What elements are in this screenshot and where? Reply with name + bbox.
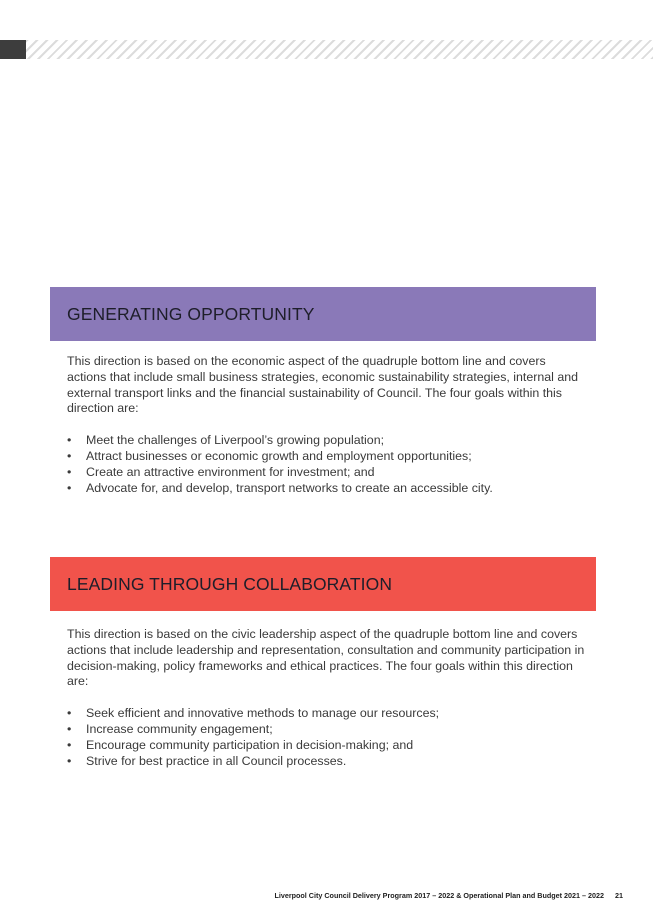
footer-text: Liverpool City Council Delivery Program 2017 – 2022 & Operational Plan and Budget 2021 – 2022 xyxy=(274,891,604,900)
section-paragraph: This direction is based on the economic aspect of the quadruple bottom line and covers actions that include small business strategies, economic sustainability strategies, internal and external transport links and the financial sustainability of Council. The four goals within this direction are: xyxy=(67,354,579,416)
goal-list xyxy=(67,433,587,496)
page-footer xyxy=(274,891,623,900)
section-header xyxy=(50,287,596,341)
top-tab-marker xyxy=(0,40,26,59)
section-body xyxy=(67,627,587,769)
section-paragraph: This direction is based on the civic leadership aspect of the quadruple bottom line and covers actions that include leadership and representation, consultation and community participation in decision-making, policy frameworks and ethical practices. The four goals within this direction are: xyxy=(67,627,585,689)
section-title: LEADING THROUGH COLLABORATION xyxy=(67,573,393,594)
section-body xyxy=(67,354,587,496)
section-header xyxy=(50,557,596,611)
section-title: GENERATING OPPORTUNITY xyxy=(67,303,315,324)
goal-item: • Advocate for, and develop, transport networks to create an accessible city. xyxy=(67,481,587,497)
goal-list xyxy=(67,706,587,769)
goal-item: • Seek efficient and innovative methods to manage our resources; xyxy=(67,706,587,722)
goal-item: • Create an attractive environment for investment; and xyxy=(67,465,587,481)
goal-item: • Increase community engagement; xyxy=(67,722,587,738)
page-number: 21 xyxy=(615,891,623,900)
goal-item: • Attract businesses or economic growth and employment opportunities; xyxy=(67,449,587,465)
goal-item: • Meet the challenges of Liverpool’s growing population; xyxy=(67,433,587,449)
goal-item: • Encourage community participation in decision-making; and xyxy=(67,738,587,754)
decorative-hatch-band xyxy=(26,40,653,59)
goal-item: • Strive for best practice in all Council processes. xyxy=(67,754,587,770)
